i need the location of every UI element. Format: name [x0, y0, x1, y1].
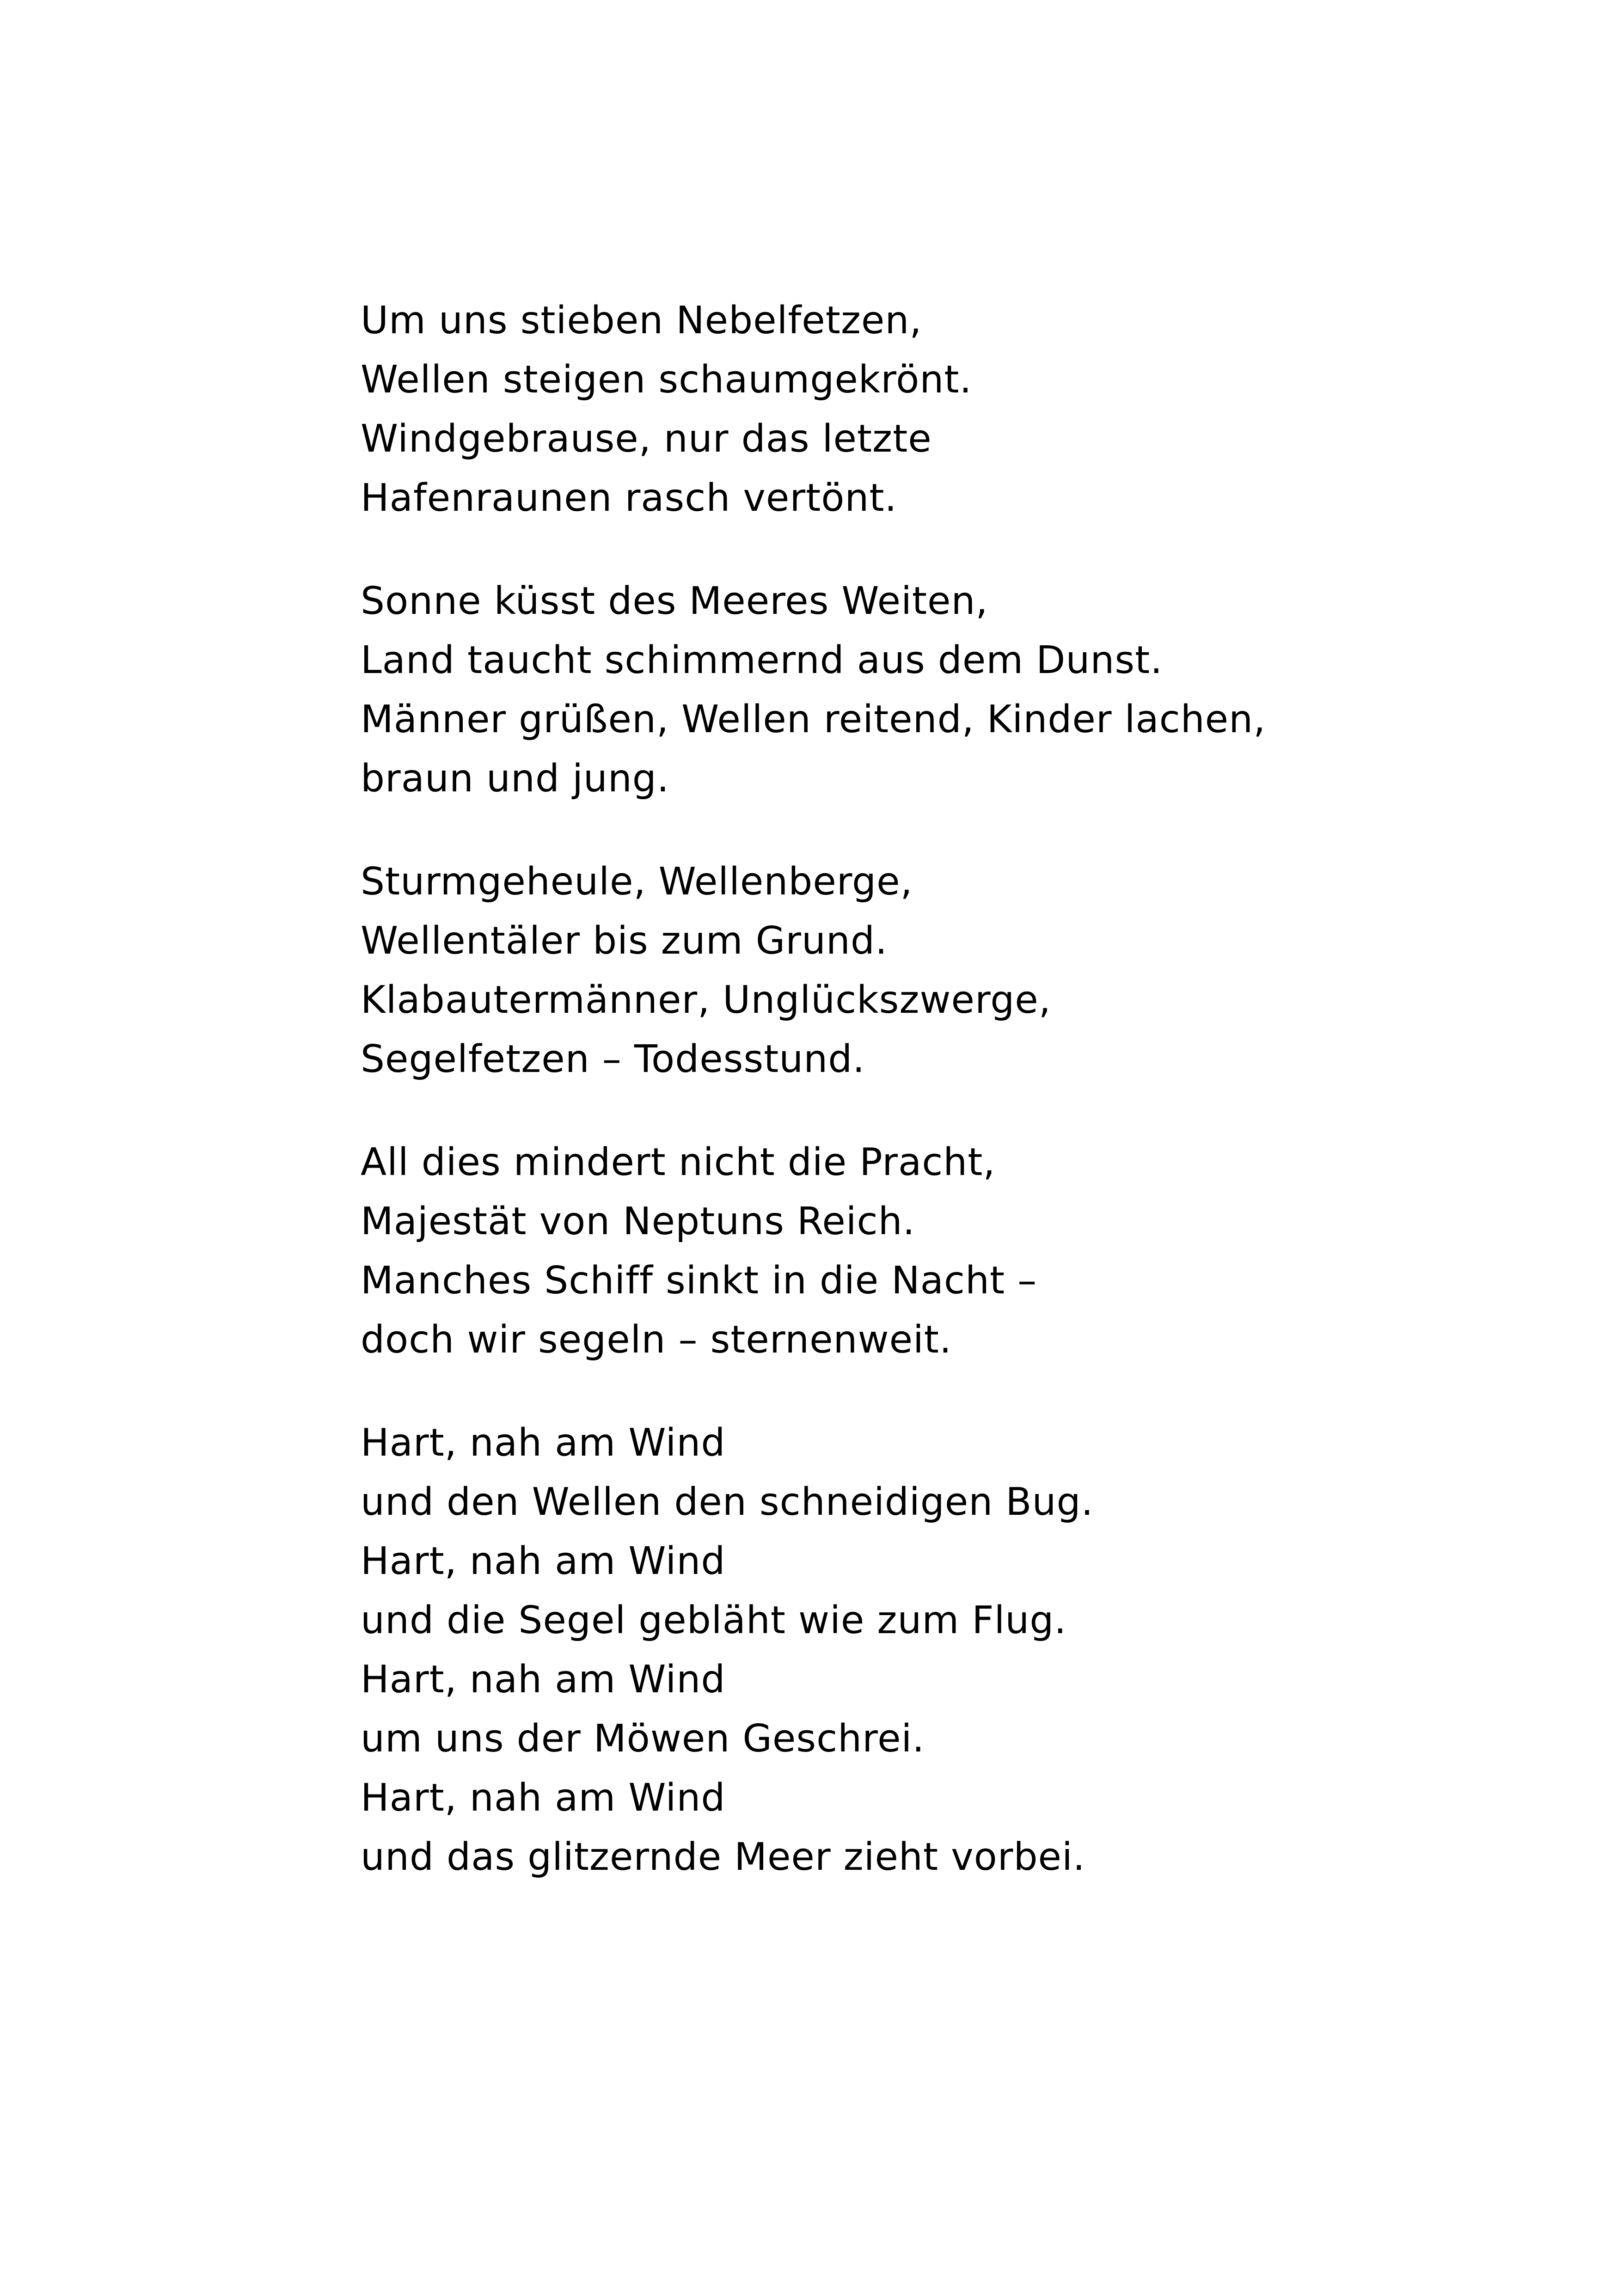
stanza-4	[361, 1133, 1563, 1370]
stanza-3	[361, 852, 1563, 1089]
poem-line: Wellentäler bis zum Grund.	[361, 919, 888, 963]
poem-line: um uns der Möwen Geschrei.	[361, 1717, 925, 1761]
poem-line: Land taucht schimmernd aus dem Dunst.	[361, 638, 1163, 682]
poem-line: Wellen steigen schaumgekrönt.	[361, 358, 972, 402]
poem-line: Hart, nah am Wind	[361, 1421, 726, 1465]
poem-line: Um uns stieben Nebelfetzen,	[361, 299, 922, 343]
poem-line: braun und jung.	[361, 757, 669, 801]
poem-line: All dies mindert nicht die Pracht,	[361, 1140, 996, 1184]
poem-line: Hafenraunen rasch vertönt.	[361, 476, 897, 520]
stanza-5	[361, 1414, 1563, 1887]
poem	[361, 291, 1563, 1931]
stanza-2	[361, 572, 1563, 808]
poem-line: Hart, nah am Wind	[361, 1539, 726, 1583]
poem-line: Segelfetzen – Todesstund.	[361, 1037, 865, 1081]
poem-line: Klabautermänner, Unglückszwerge,	[361, 978, 1051, 1022]
poem-line: Manches Schiff sinkt in die Nacht –	[361, 1259, 1037, 1303]
poem-line: und die Segel gebläht wie zum Flug.	[361, 1598, 1067, 1642]
poem-line: Hart, nah am Wind	[361, 1776, 726, 1820]
poem-line: und das glitzernde Meer zieht vorbei.	[361, 1835, 1085, 1879]
poem-line: und den Wellen den schneidigen Bug.	[361, 1480, 1094, 1524]
poem-line: Windgebrause, nur das letzte	[361, 417, 932, 461]
stanza-1	[361, 291, 1563, 528]
poem-line: Sturmgeheule, Wellenberge,	[361, 860, 913, 904]
poem-line: Hart, nah am Wind	[361, 1658, 726, 1702]
poem-line: Männer grüßen, Wellen reitend, Kinder lachen,	[361, 698, 1266, 741]
poem-line: doch wir segeln – sternenweit.	[361, 1318, 952, 1362]
poem-line: Majestät von Neptuns Reich.	[361, 1200, 915, 1243]
poem-line: Sonne küsst des Meeres Weiten,	[361, 579, 988, 623]
